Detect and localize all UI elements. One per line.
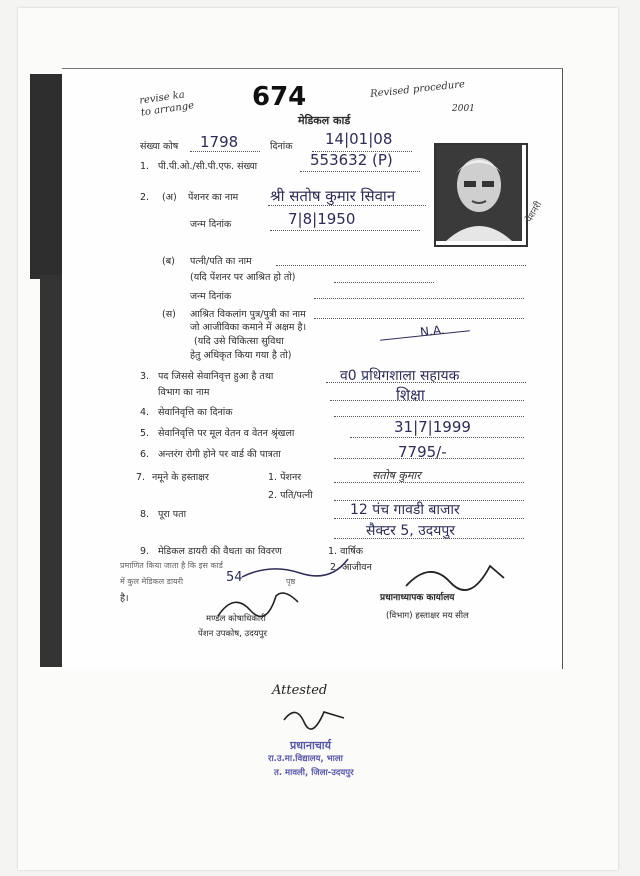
f4-label: सेवानिवृत्ति का दिनांक	[158, 407, 233, 418]
f6-label: अन्तरंग रोगी होने पर वार्ड की पात्रता	[158, 449, 281, 460]
f3-value: व0 प्रधिगशाला सहायक	[340, 368, 460, 384]
f4-num: 4.	[140, 407, 150, 418]
f7-num: 7.	[136, 472, 146, 483]
office-signature	[400, 556, 510, 596]
f2c-value: N.A.	[419, 322, 446, 340]
f9-line4: है।	[120, 593, 129, 604]
f4-dots	[334, 416, 524, 417]
f2a-dob-value: 7|8|1950	[288, 210, 356, 228]
f7-opt2: 2. पति/पत्नी	[268, 490, 313, 501]
note-left: revise ka to arrange	[138, 89, 195, 119]
f6-dots	[334, 458, 524, 459]
f2b-label: पत्नी/पति का नाम	[190, 256, 252, 267]
ref-value: 1798	[200, 133, 239, 151]
f6-value: 7795/-	[398, 443, 447, 461]
f2c-dots	[314, 318, 524, 319]
f2a-dob-label: जन्म दिनांक	[190, 219, 232, 230]
sig-right-sub: (विभाग) हस्ताक्षर मय सील	[386, 611, 469, 621]
f3-label: पद जिससे सेवानिवृत्त हुआ है तथा	[158, 371, 274, 382]
f9-label: मेडिकल डायरी की वैधता का विवरण	[158, 546, 282, 557]
f2a-dob-dots	[270, 230, 420, 231]
stamp-line1: प्रधानाचार्य	[290, 739, 332, 752]
ref-label: संख्या कोष	[140, 141, 179, 152]
f3-value2: शिक्षा	[396, 386, 425, 404]
f9-opt2: 2. आजीवन	[330, 562, 372, 573]
stamp-line2: रा.उ.मा.विद्यालय, भाला	[268, 754, 343, 764]
f8-value2: सैक्टर 5, उदयपुर	[366, 523, 456, 539]
date-label: दिनांक	[270, 141, 293, 152]
photo-stamp: पेंशनरी	[524, 200, 545, 225]
f8-dots	[334, 518, 524, 519]
f2b-dots	[276, 265, 526, 266]
f1-num: 1.	[140, 161, 150, 172]
f1-label: पी.पी.ओ./सी.पी.एफ. संख्या	[158, 161, 258, 172]
f1-value: 553632 (P)	[310, 151, 393, 169]
f7-dots	[334, 482, 524, 483]
pensioner-photo	[434, 143, 528, 247]
f2a-value: श्री सतोष कुमार सिवान	[270, 187, 396, 205]
f2b-label2: (यदि पेंशनर पर आश्रित हो तो)	[190, 272, 296, 283]
stamp-line3: त. मावली, जिला-उदयपुर	[274, 768, 354, 778]
f3-num: 3.	[140, 371, 150, 382]
f2c-label: आश्रित विकलांग पुत्र/पुत्री का नाम	[190, 309, 306, 320]
note-year: 2001	[452, 104, 475, 114]
f2c-label4: हेतु अधिकृत किया गया है तो)	[190, 350, 292, 361]
date-value: 14|01|08	[325, 130, 393, 148]
f2b-dob-dots	[314, 298, 524, 299]
f7-label: नमूने के हस्ताक्षर	[152, 472, 209, 483]
f2c-label2: जो आजीविका कमाने में अक्षम है।	[190, 322, 307, 333]
f2b-dots2	[334, 282, 434, 283]
f2b-dob-label: जन्म दिनांक	[190, 291, 232, 302]
f5-label: सेवानिवृत्ति पर मूल वेतन व वेतन श्रृंखला	[158, 428, 295, 439]
f2b-sub: (ब)	[162, 256, 175, 267]
f7-signature: सतोष कुमार	[372, 469, 421, 482]
card-title: मेडिकल कार्ड	[298, 114, 351, 127]
f8-num: 8.	[140, 509, 150, 520]
attest-signature	[280, 700, 350, 730]
f3-dots	[326, 382, 526, 383]
ref-dots	[190, 151, 260, 152]
f3-label2: विभाग का नाम	[158, 387, 210, 398]
f9-line3-value: 54	[226, 570, 243, 585]
f2c-sub: (स)	[162, 309, 176, 320]
f9-line2: प्रमाणित किया जाता है कि इस कार्ड	[120, 561, 223, 570]
f9-scribble	[240, 555, 350, 585]
f2a-sub: (अ)	[162, 192, 177, 203]
f5-num: 5.	[140, 428, 150, 439]
f7-opt1: 1. पेंशनर	[268, 472, 302, 483]
f9-line3: में कुल मेडिकल डायरी	[120, 577, 184, 586]
f2a-label: पेंशनर का नाम	[188, 192, 239, 203]
sig-left-title: मण्डल कोषाधिकारी	[206, 614, 266, 624]
f5-dots	[350, 437, 524, 438]
f9-opt1: 1. वार्षिक	[328, 546, 364, 557]
f8-value: 12 पंच गावडी बाजार	[350, 502, 460, 518]
f9-line3-end: पृष्ठ	[286, 577, 296, 586]
f5-value: 31|7|1999	[394, 418, 471, 436]
f2a-dots	[268, 205, 426, 206]
f9-num: 9.	[140, 546, 150, 557]
f3-dots2	[330, 400, 524, 401]
f8-dots2	[334, 538, 524, 539]
f6-num: 6.	[140, 449, 150, 460]
binding-shadow-top	[30, 74, 66, 279]
card-number: 674	[252, 82, 307, 112]
f2c-label3: (यदि उसे चिकित्सा सुविधा	[194, 336, 284, 347]
f8-label: पूरा पता	[158, 509, 187, 520]
attested-text: Attested	[272, 683, 328, 698]
sig-right-title: प्रधानाध्यापक कार्यालय	[380, 593, 455, 603]
f1-dots	[300, 171, 420, 172]
note-right: Revised procedure	[369, 79, 466, 100]
f2a-num: 2.	[140, 192, 150, 203]
sig-left-sub: पेंशन उपकोष, उदयपुर	[198, 629, 267, 639]
